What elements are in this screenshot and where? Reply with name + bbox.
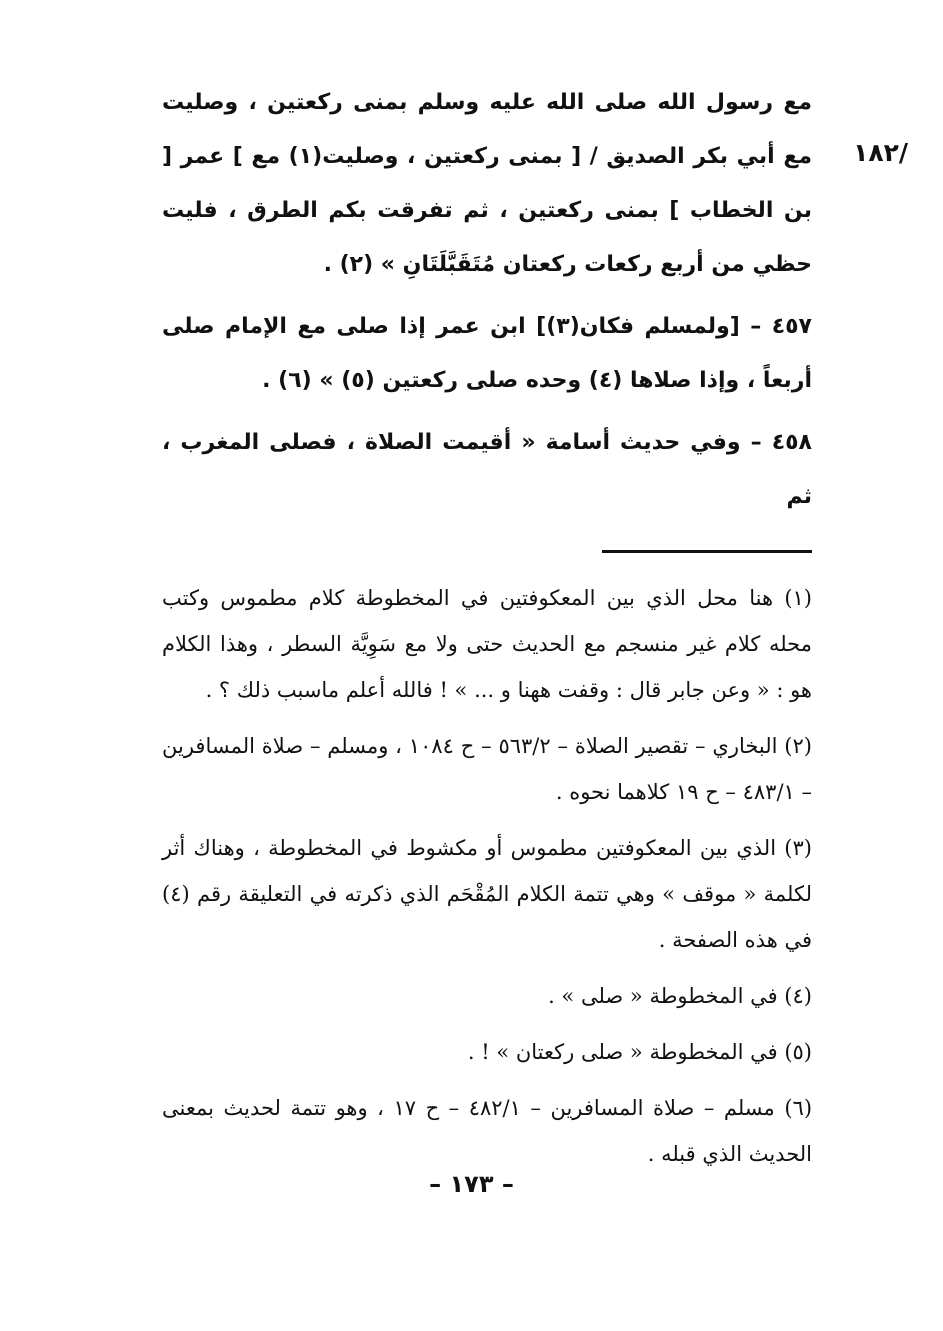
page-number: – ١٧٣ – bbox=[429, 1170, 514, 1198]
main-text bbox=[162, 76, 812, 524]
footnote-separator-wrap bbox=[162, 524, 812, 575]
footnotes bbox=[162, 575, 812, 1177]
footnote-6: (٦) مسلم – صلاة المسافرين – ٤٨٢/١ – ح ١٧ ، وهو تتمة لحديث بمعنى الحديث الذي قبله . bbox=[162, 1096, 813, 1166]
footnote-2: (٢) البخاري – تقصير الصلاة – ٥٦٣/٢ – ح ١٠٨٤ ، ومسلم – صلاة المسافرين – ٤٨٣/١ – ح ١٩ كلاهما نحوه . bbox=[162, 734, 812, 804]
footnote-4: (٤) في المخطوطة « صلى » . bbox=[548, 984, 812, 1008]
hadith-457-paragraph: ٤٥٧ – [ولمسلم فكان(٣)] ابن عمر إذا صلى مع الإمام صلى أربعاً ، وإذا صلاها (٤) وحده صلى ركعتين (٥) » (٦) . bbox=[162, 314, 812, 393]
footnote-5: (٥) في المخطوطة « صلى ركعتان » ! . bbox=[467, 1040, 812, 1064]
page-content bbox=[162, 76, 812, 1177]
footnote-separator bbox=[602, 550, 812, 553]
manuscript-page-marker: /١٨٢ bbox=[853, 138, 908, 167]
footnote-3: (٣) الذي بين المعكوفتين مطموس أو مكشوط في المخطوطة ، وهناك أثر لكلمة « موقف » وهي تتمة الكلام المُقْحَم الذي ذكرته في التعليقة رقم (٤) في هذه الصفحة . bbox=[162, 836, 812, 952]
hadith-458-paragraph: ٤٥٨ – وفي حديث أسامة « أقيمت الصلاة ، فصلى المغرب ، ثم bbox=[162, 430, 812, 509]
hadith-continuation-paragraph: مع رسول الله صلى الله عليه وسلم بمنى ركعتين ، وصليت مع أبي بكر الصديق / [ بمنى ركعتين ، وصليت(١) مع ] عمر [ بن الخطاب ] بمنى ركعتين ، ثم تفرقت بكم الطرق ، فليت حظي من أربع ركعات ركعتان مُتَقَبَّلَتَانِ » (٢) . bbox=[162, 90, 812, 277]
footnote-1: (١) هنا محل الذي بين المعكوفتين في المخطوطة كلام مطموس وكتب محله كلام غير منسجم مع الحديث حتى ولا مع سَوِيَّة السطر ، وهذا الكلام هو : « وعن جابر قال : وقفت ههنا و ... » ! فالله أعلم ماسبب ذلك ؟ . bbox=[162, 586, 812, 702]
